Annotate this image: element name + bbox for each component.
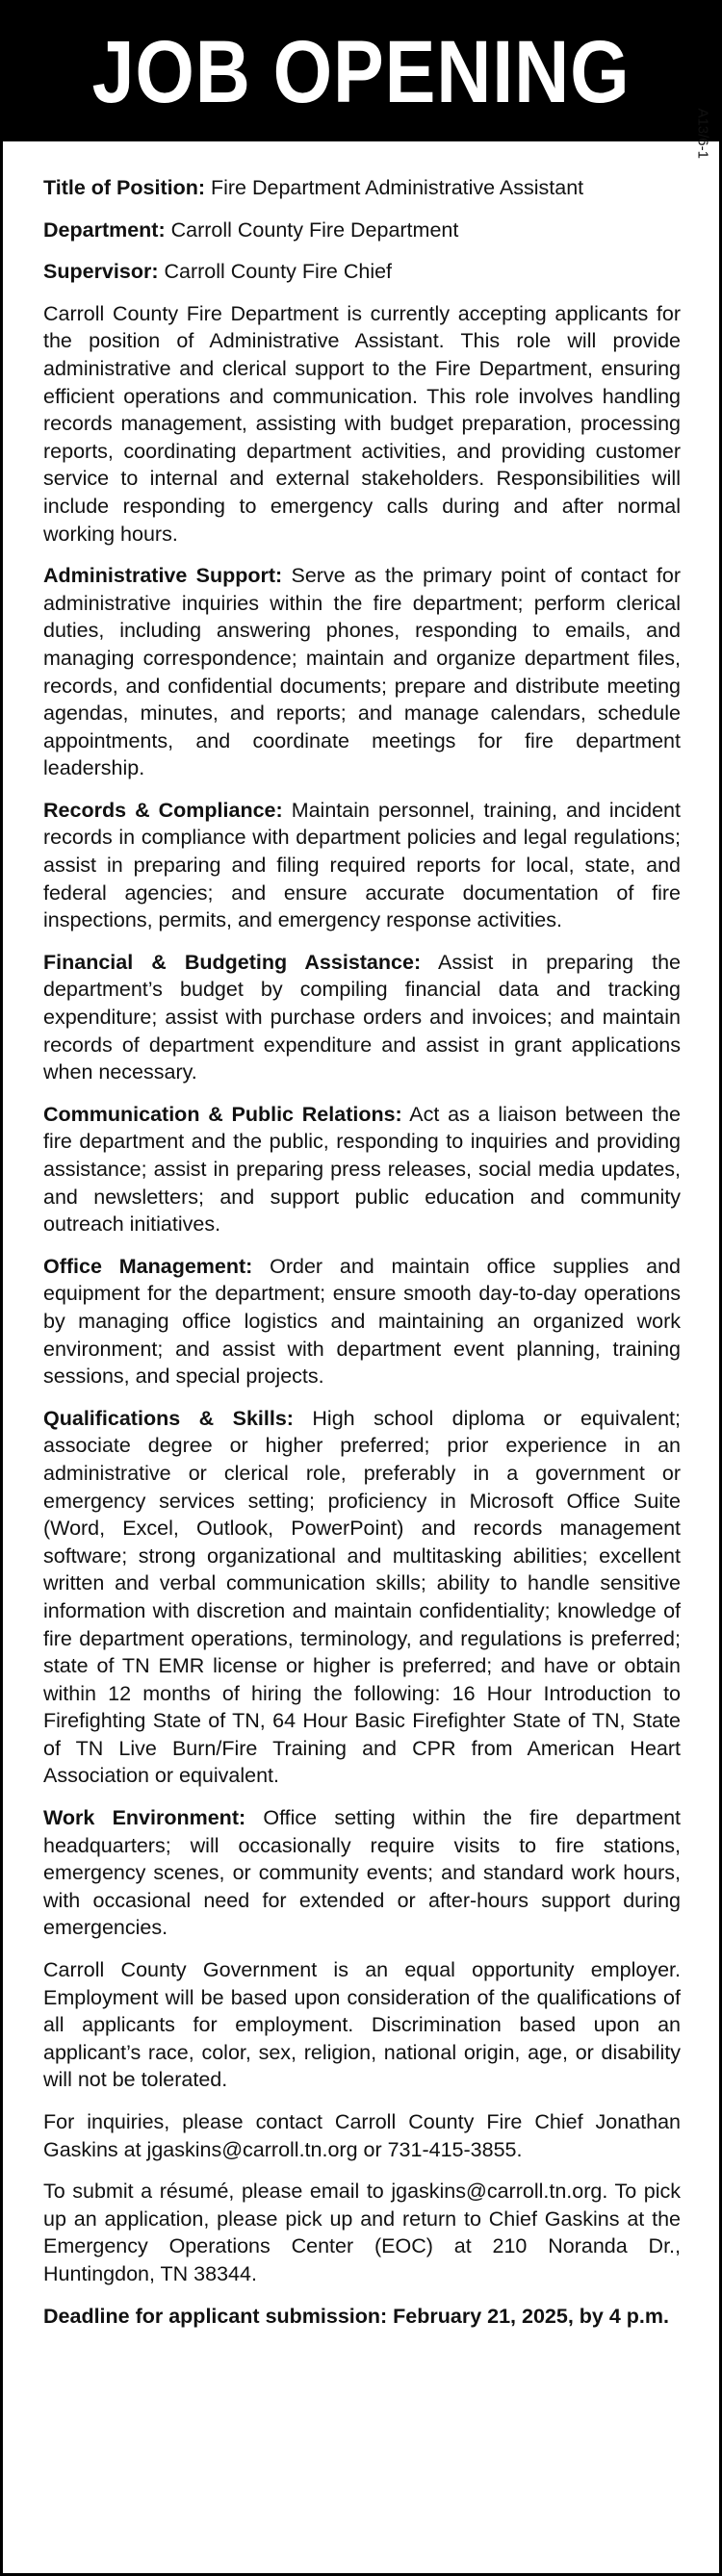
section-communication-public-relations xyxy=(43,1101,681,1238)
page-title: JOB OPENING xyxy=(91,23,631,121)
section-label: Communication & Public Relations: xyxy=(43,1102,402,1126)
department-line xyxy=(43,217,681,244)
section-label: Financial & Budgeting Assistance: xyxy=(43,950,422,974)
inquiries-paragraph: For inquiries, please contact Carroll County Fire Chief Jonathan Gaskins at jgaskins@carroll.tn.org or 731-415-3855. xyxy=(43,2110,681,2161)
position-title-line xyxy=(43,174,681,202)
deadline-line: Deadline for applicant submission: February 21, 2025, by 4 p.m. xyxy=(43,2304,669,2328)
department-value: Carroll County Fire Department xyxy=(165,217,459,242)
position-title-label: Title of Position: xyxy=(43,176,206,199)
department-label: Department: xyxy=(43,217,166,242)
position-meta xyxy=(43,174,681,286)
submission-paragraph: To submit a résumé, please email to jgaskins@carroll.tn.org. To pick up an application, please pick up and return to Chief Gaskins at the Emergency Operations Center (EOC) at 210 Noranda Dr., Huntingdon, TN 38344. xyxy=(43,2180,681,2285)
section-text: Serve as the primary point of contact for administrative inquiries within the fire department; perform clerical duties, including answering phones, responding to emails, and managing correspondence; maintain and organize department files, records, and confidential documents; prepare and distribute meeting agendas, minutes, and reports; and manage calendars, schedule appointments, and coordinate meetings for fire department leadership. xyxy=(43,564,681,780)
eeo-statement: Carroll County Government is an equal opportunity employer. Employment will be based upon consideration of the qualifications of all applicants for employment. Discrimination based upon an applicant’s race, color, sex, religion, national origin, age, or disability will not be tolerated. xyxy=(43,1958,681,2092)
section-label: Work Environment: xyxy=(43,1806,246,1830)
section-text: High school diploma or equivalent; associate degree or higher preferred; prior experience in an administrative or clerical role, preferably in a government or emergency services setting; proficiency in Microsoft Office Suite (Word, Excel, Outlook, PowerPoint) and records management software; strong organizational and multitasking abilities; excellent written and verbal communication skills; ability to handle sensitive information with discretion and maintain confidentiality; knowledge of fire department operations, terminology, and regulations is preferred; state of TN EMR license or higher is preferred; and have or obtain within 12 months of hiring the following: 16 Hour Introduction to Firefighting State of TN, 64 Hour Basic Firefighter State of TN, State of TN Live Burn/Fire Training and CPR from American Heart Association or equivalent. xyxy=(43,1406,681,1788)
supervisor-value: Carroll County Fire Chief xyxy=(158,260,393,284)
section-text: Act as a liaison between the fire department and the public, responding to inquiries and providing assistance; assist in preparing press releases, social media updates, and newsletters; and support public education and community outreach initiatives. xyxy=(43,1102,681,1237)
header-banner xyxy=(3,3,719,141)
section-text: Maintain personnel, training, and incident records in compliance with department policies and legal regulations; assist in preparing and filing required reports for local, state, and federal agencies; and ensure accurate documentation of fire inspections, permits, and emergency response activities. xyxy=(43,798,681,932)
supervisor-line xyxy=(43,258,681,286)
section-qualifications-skills xyxy=(43,1405,681,1790)
section-text: Order and maintain office supplies and equipment for the department; ensure smooth day-to-day operations by managing office logistics and maintaining an organized work environment; and assist with department event planning, training sessions, and special projects. xyxy=(43,1254,681,1389)
ad-code: A13/6-1 xyxy=(695,108,711,159)
supervisor-label: Supervisor: xyxy=(43,260,159,284)
section-label: Administrative Support: xyxy=(43,564,283,588)
ad-body xyxy=(43,174,681,2344)
section-work-environment xyxy=(43,1804,681,1942)
intro-paragraph: Carroll County Fire Department is currently accepting applicants for the position of Administrative Assistant. This role will provide administrative and clerical support to the Fire Department, ensuring efficient operations and communication. This role involves handling records management, assisting with budget preparation, processing reports, coordinating department activities, and providing customer service to internal and external stakeholders. Responsibilities will include responding to emergency calls during and after normal working hours. xyxy=(43,301,681,546)
section-financial-budgeting xyxy=(43,949,681,1086)
section-office-management xyxy=(43,1253,681,1390)
section-records-compliance xyxy=(43,797,681,934)
section-text: Assist in preparing the department’s budget by compiling financial data and tracking expenditure; assist with purchase orders and invoices; and maintain records of department expenditure and assist in grant applications when necessary. xyxy=(43,950,681,1084)
section-label: Qualifications & Skills: xyxy=(43,1406,294,1430)
section-label: Records & Compliance: xyxy=(43,798,283,822)
position-title-value: Fire Department Administrative Assistant xyxy=(205,176,584,199)
section-label: Office Management: xyxy=(43,1254,253,1278)
section-text: Office setting within the fire department headquarters; will occasionally require visits to fire stations, emergency scenes, or community events; and standard work hours, with occasional need for extended or after-hours support during emergencies. xyxy=(43,1806,681,1940)
section-administrative-support xyxy=(43,562,681,782)
